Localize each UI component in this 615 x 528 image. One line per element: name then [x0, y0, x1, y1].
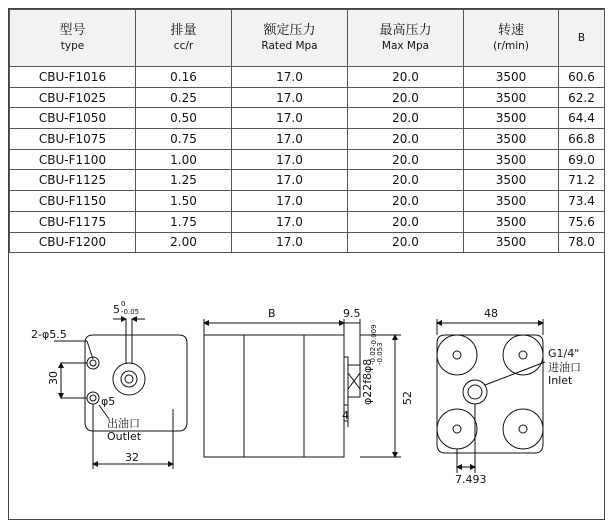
value-cell: 17.0: [232, 87, 348, 108]
value-cell: 3500: [464, 67, 559, 88]
pilot-tol-upper: -0.02: [369, 346, 377, 365]
header-cell: [232, 10, 348, 67]
model-cell: CBU-F1050: [10, 108, 136, 129]
value-cell: 3500: [464, 87, 559, 108]
inlet-zh-label: 进油口: [548, 361, 581, 374]
value-cell: 17.0: [232, 191, 348, 212]
technical-drawings: [9, 259, 604, 519]
pilot-depth-label: 4: [342, 409, 349, 422]
table-row: [10, 129, 605, 150]
value-cell: 17.0: [232, 232, 348, 253]
value-cell: 17.0: [232, 170, 348, 191]
header-cell: [348, 10, 464, 67]
value-cell: 3500: [464, 191, 559, 212]
header-cell: [10, 10, 136, 67]
spec-table: [9, 9, 605, 253]
spec-sheet: [8, 8, 605, 520]
value-cell: 3500: [464, 232, 559, 253]
header-en: B: [577, 31, 586, 44]
value-cell: 60.6: [559, 67, 605, 88]
front-height-label: 30: [47, 371, 60, 385]
shaft-length-label: 9.5: [343, 307, 361, 320]
table-row: [10, 211, 605, 232]
value-cell: 69.0: [559, 149, 605, 170]
value-cell: 78.0: [559, 232, 605, 253]
value-cell: 3500: [464, 211, 559, 232]
value-cell: 17.0: [232, 129, 348, 150]
shaft-tol-label: -0.009: [370, 324, 378, 347]
outlet-en-label: Outlet: [107, 430, 142, 443]
value-cell: 20.0: [348, 211, 464, 232]
port-size-label: G1/4": [548, 347, 580, 360]
small-hole-label: φ5: [101, 395, 116, 408]
front-view: [54, 319, 187, 469]
value-cell: 66.8: [559, 129, 605, 150]
key-tol-lower: -0.05: [121, 308, 140, 316]
value-cell: 1.00: [136, 149, 232, 170]
header-cell: [136, 10, 232, 67]
table-row: [10, 149, 605, 170]
header-zh: 转速: [497, 23, 524, 38]
value-cell: 3500: [464, 170, 559, 191]
side-height-label: 52: [401, 391, 414, 405]
model-cell: CBU-F1016: [10, 67, 136, 88]
header-en: type: [60, 40, 85, 52]
key-width-label: 5: [113, 303, 120, 316]
header-en: Rated Mpa: [261, 40, 318, 52]
value-cell: 17.0: [232, 211, 348, 232]
value-cell: 2.00: [136, 232, 232, 253]
model-cell: CBU-F1150: [10, 191, 136, 212]
model-cell: CBU-F1025: [10, 87, 136, 108]
value-cell: 3500: [464, 129, 559, 150]
pilot-tol-lower: -0.053: [376, 342, 384, 365]
value-cell: 75.6: [559, 211, 605, 232]
value-cell: 64.4: [559, 108, 605, 129]
model-cell: CBU-F1175: [10, 211, 136, 232]
table-row: [10, 232, 605, 253]
value-cell: 17.0: [232, 149, 348, 170]
value-cell: 71.2: [559, 170, 605, 191]
rear-offset-label: 7.493: [455, 473, 487, 486]
inlet-en-label: Inlet: [548, 374, 573, 387]
rear-view: [437, 319, 545, 473]
table-row: [10, 67, 605, 88]
header-cell: [559, 10, 605, 67]
value-cell: 20.0: [348, 67, 464, 88]
value-cell: 17.0: [232, 108, 348, 129]
value-cell: 3500: [464, 149, 559, 170]
outlet-zh-label: 出油口: [107, 417, 140, 430]
pilot-dia-label: φ22f8: [361, 372, 374, 405]
table-row: [10, 191, 605, 212]
value-cell: 20.0: [348, 232, 464, 253]
value-cell: 62.2: [559, 87, 605, 108]
value-cell: 1.50: [136, 191, 232, 212]
model-cell: CBU-F1200: [10, 232, 136, 253]
table-row: [10, 108, 605, 129]
value-cell: 0.50: [136, 108, 232, 129]
value-cell: 73.4: [559, 191, 605, 212]
header-en: cc/r: [173, 40, 194, 52]
value-cell: 3500: [464, 108, 559, 129]
header-zh: 排量: [170, 23, 197, 38]
value-cell: 20.0: [348, 170, 464, 191]
header-en: Max Mpa: [381, 40, 430, 52]
table-row: [10, 87, 605, 108]
value-cell: 20.0: [348, 149, 464, 170]
model-cell: CBU-F1125: [10, 170, 136, 191]
header-zh: 额定压力: [263, 23, 316, 38]
value-cell: 20.0: [348, 87, 464, 108]
header-en: (r/min): [493, 40, 529, 52]
header-zh: 型号: [59, 23, 86, 38]
header-zh: 最高压力: [379, 23, 432, 38]
front-width-label: 32: [125, 451, 139, 464]
model-cell: CBU-F1075: [10, 129, 136, 150]
length-b-label: B: [268, 307, 276, 320]
table-body: [10, 67, 605, 253]
value-cell: 20.0: [348, 129, 464, 150]
table-row: [10, 170, 605, 191]
value-cell: 1.75: [136, 211, 232, 232]
header-cell: [464, 10, 559, 67]
key-tol-upper: 0: [121, 300, 126, 308]
model-cell: CBU-F1100: [10, 149, 136, 170]
table-header-row: [10, 10, 605, 67]
value-cell: 1.25: [136, 170, 232, 191]
rear-width-label: 48: [484, 307, 498, 320]
value-cell: 0.75: [136, 129, 232, 150]
value-cell: 20.0: [348, 108, 464, 129]
value-cell: 20.0: [348, 191, 464, 212]
value-cell: 0.25: [136, 87, 232, 108]
value-cell: 0.16: [136, 67, 232, 88]
value-cell: 17.0: [232, 67, 348, 88]
hole-spec-label: 2-φ5.5: [31, 328, 67, 341]
shaft-dia-label: φ8: [361, 358, 374, 373]
